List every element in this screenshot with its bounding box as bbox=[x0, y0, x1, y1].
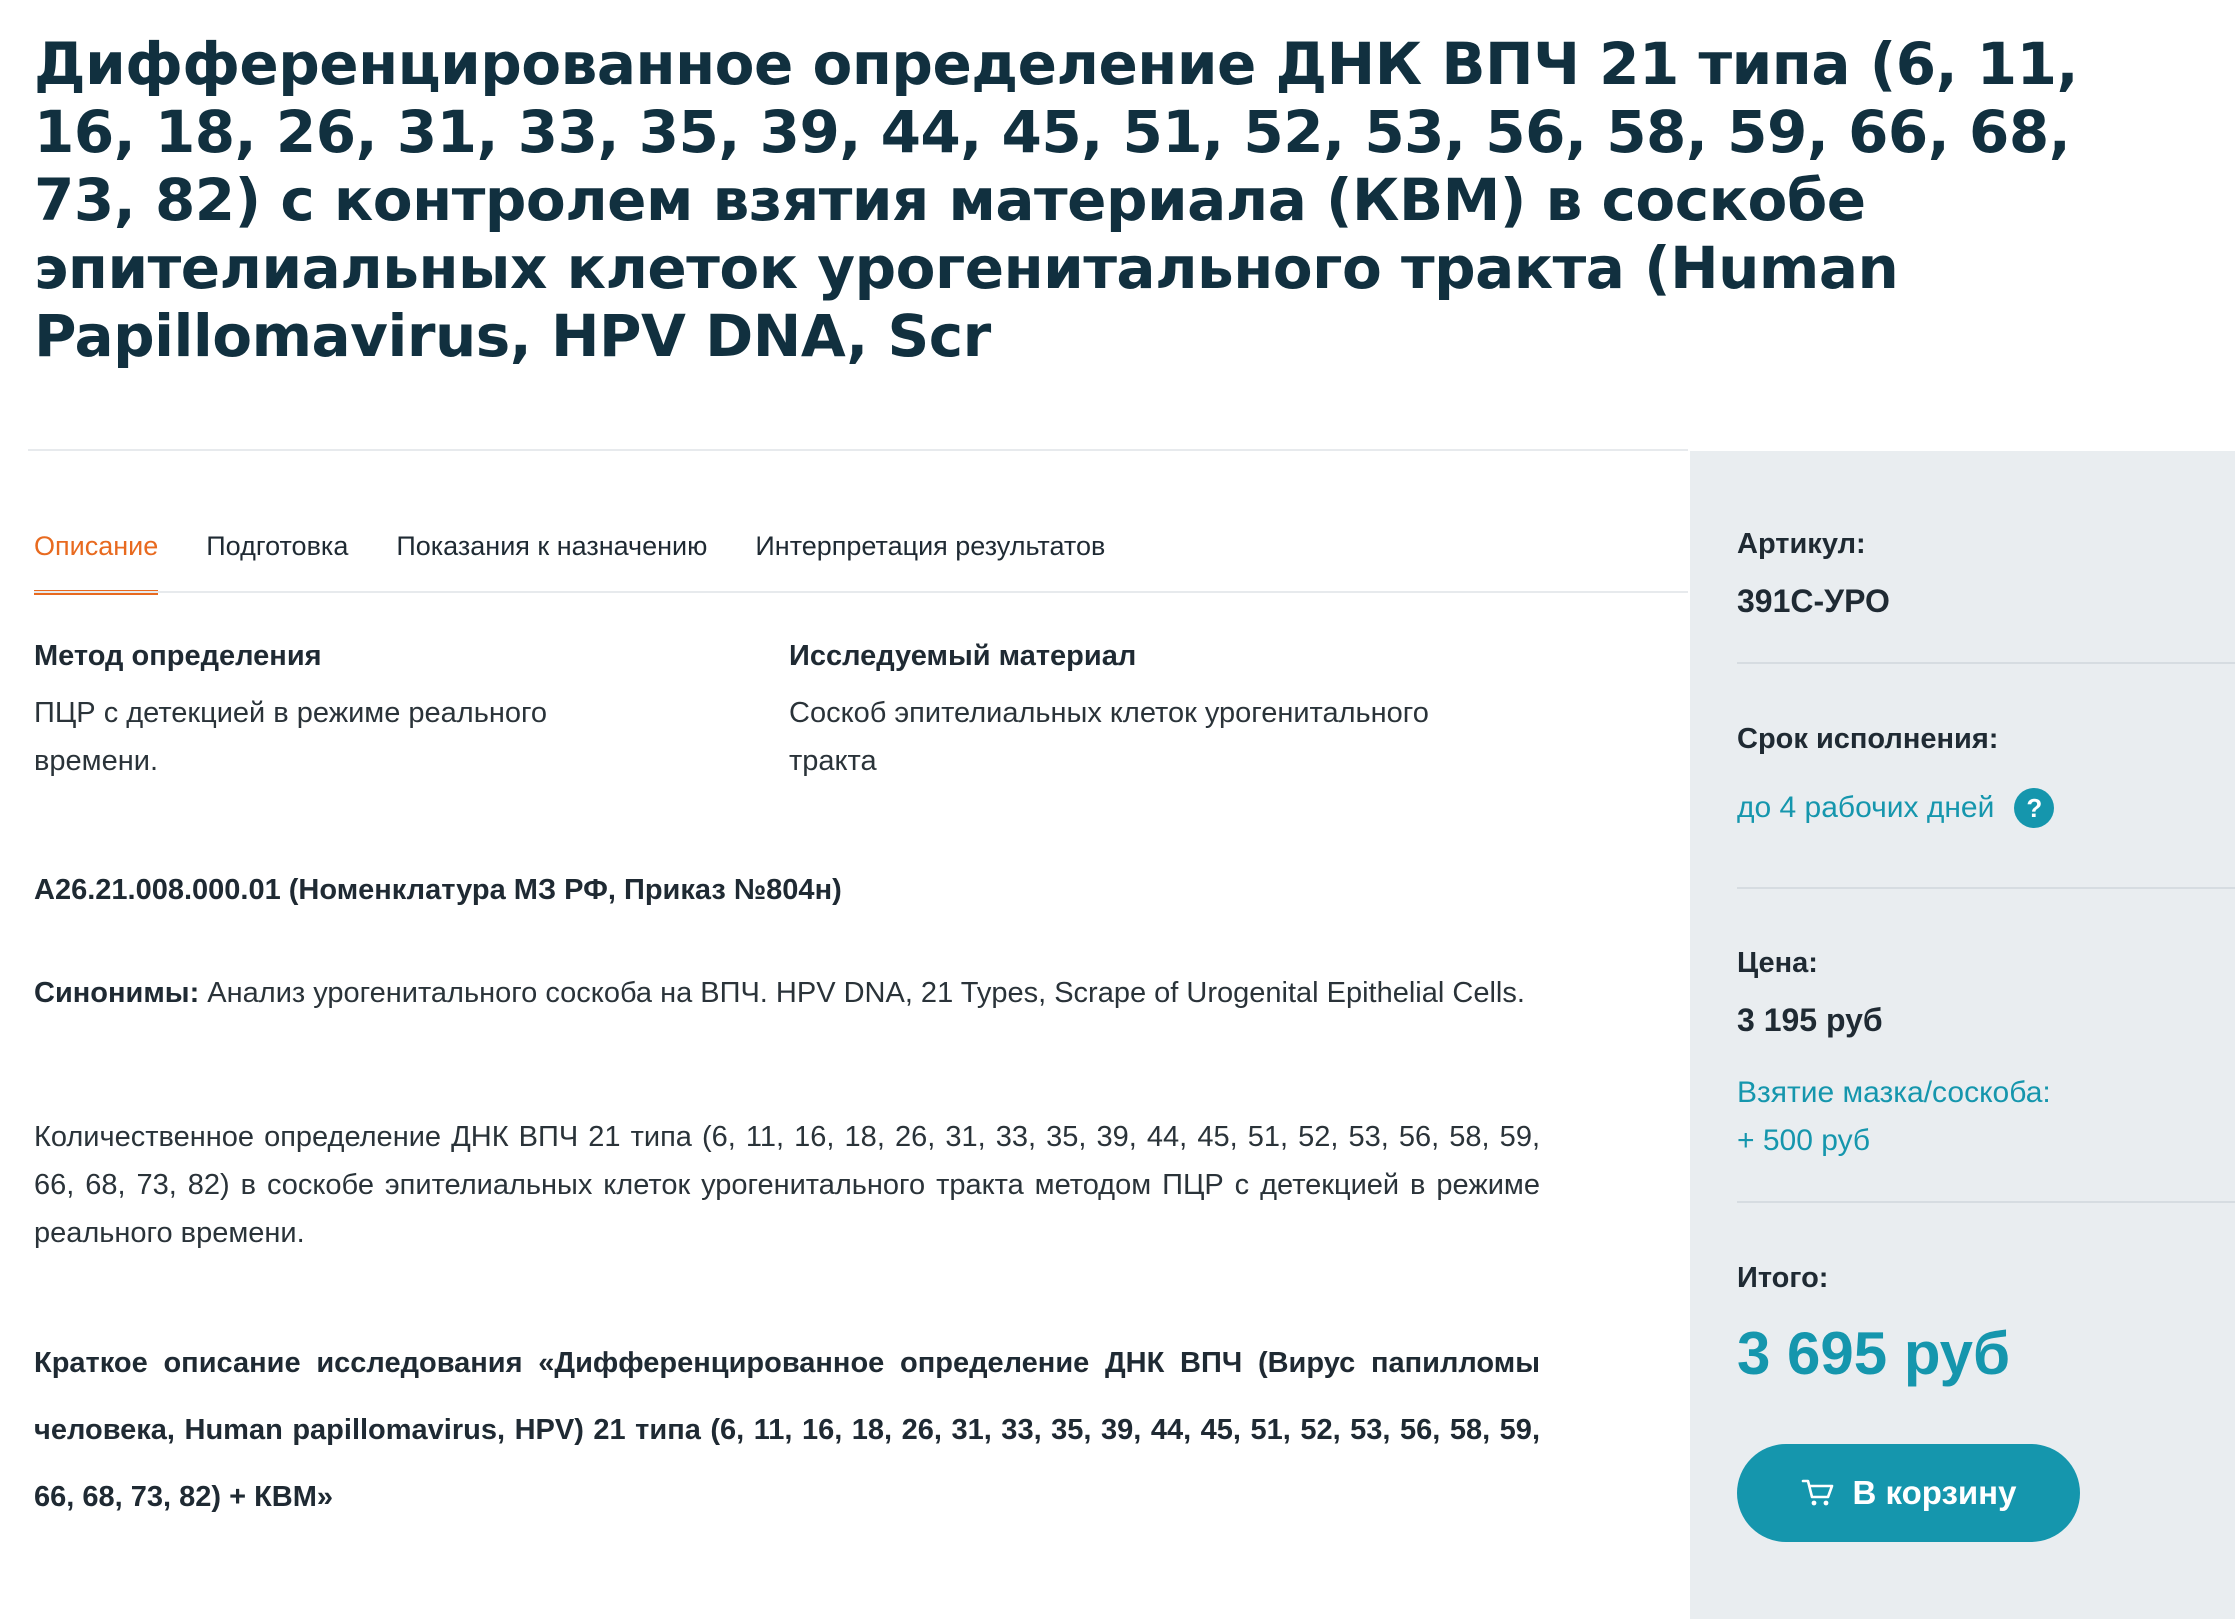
tab-preparation[interactable]: Подготовка bbox=[206, 531, 349, 561]
quantitative-paragraph: Количественное определение ДНК ВПЧ 21 типа (6, 11, 16, 18, 26, 31, 33, 35, 39, 44, 45, 51, 52, 53, 56, 58, 59, 66, 68, 73, 82) в соскобе эпителиальных клеток урогенитального тракта методом ПЦР с детекцией в режиме реального времени. bbox=[34, 1121, 1540, 1249]
page-title: Дифференцированное определение ДНК ВПЧ 21 типа (6, 11, 16, 18, 26, 31, 33, 35, 39, 44, 45, 51, 52, 53, 56, 58, 59, 66, 68, 73, 82) с контролем взятия материала (КВМ) в соскобе эпителиальных клеток урогенитального тракта (Human Papillomavirus, HPV DNA, Scr bbox=[34, 30, 2079, 370]
tab-description[interactable]: Описание bbox=[34, 520, 158, 592]
tab-interpretation[interactable]: Интерпретация результатов bbox=[755, 531, 1106, 561]
sampling-value: + 500 руб bbox=[1737, 1124, 1871, 1157]
synonyms-paragraph bbox=[34, 969, 1540, 1017]
cart-button-label: В корзину bbox=[1852, 1474, 2017, 1511]
article-block bbox=[1737, 528, 2235, 620]
material-value: Соскоб эпителиальных клеток урогенитального тракта bbox=[789, 697, 1429, 777]
term-block bbox=[1737, 723, 2235, 828]
sidebar-divider bbox=[1737, 887, 2235, 889]
help-icon[interactable]: ? bbox=[2014, 788, 2054, 828]
synonyms-value: Анализ урогенитального соскоба на ВПЧ. HPV DNA, 21 Types, Scrape of Urogenital Epithelial Cells. bbox=[199, 977, 1525, 1009]
term-label: Срок исполнения: bbox=[1737, 723, 1999, 755]
tab-bar bbox=[34, 520, 1688, 592]
sampling-label: Взятие мазка/соскоба: bbox=[1737, 1076, 2051, 1109]
total-value: 3 695 руб bbox=[1737, 1320, 2011, 1387]
cart-icon bbox=[1801, 1478, 1835, 1508]
add-to-cart-button[interactable] bbox=[1737, 1444, 2080, 1542]
method-label: Метод определения bbox=[34, 640, 322, 672]
brief-description: Краткое описание исследования «Дифференцированное определение ДНК ВПЧ (Вирус папилломы человека, Human papillomavirus, HPV) 21 типа (6, 11, 16, 18, 26, 31, 33, 35, 39, 44, 45, 51, 52, 53, 56, 58, 59, 66, 68, 73, 82) + КВМ» bbox=[34, 1347, 1540, 1513]
synonyms-label: Синонимы: bbox=[34, 977, 200, 1009]
material-block bbox=[789, 640, 1509, 785]
term-row bbox=[1737, 788, 2235, 828]
price-value: 3 195 руб bbox=[1737, 1002, 1883, 1038]
term-value: до 4 рабочих дней bbox=[1737, 791, 1995, 824]
nomenclature-code: A26.21.008.000.01 (Номенклатура МЗ РФ, Приказ №804н) bbox=[34, 874, 842, 906]
material-label: Исследуемый материал bbox=[789, 640, 1137, 672]
price-label: Цена: bbox=[1737, 947, 1818, 979]
sidebar-divider bbox=[1737, 662, 2235, 664]
tabs-divider bbox=[34, 591, 1688, 593]
top-divider bbox=[28, 449, 1688, 451]
tab-indications[interactable]: Показания к назначению bbox=[396, 531, 708, 561]
article-label: Артикул: bbox=[1737, 528, 1866, 560]
method-block bbox=[34, 640, 754, 785]
article-value: 391С-УРО bbox=[1737, 583, 1890, 619]
price-block bbox=[1737, 947, 2235, 1165]
total-block bbox=[1737, 1262, 2235, 1388]
total-label: Итого: bbox=[1737, 1262, 1829, 1294]
method-value: ПЦР с детекцией в режиме реального времени. bbox=[34, 697, 548, 777]
sidebar-divider bbox=[1737, 1201, 2235, 1203]
